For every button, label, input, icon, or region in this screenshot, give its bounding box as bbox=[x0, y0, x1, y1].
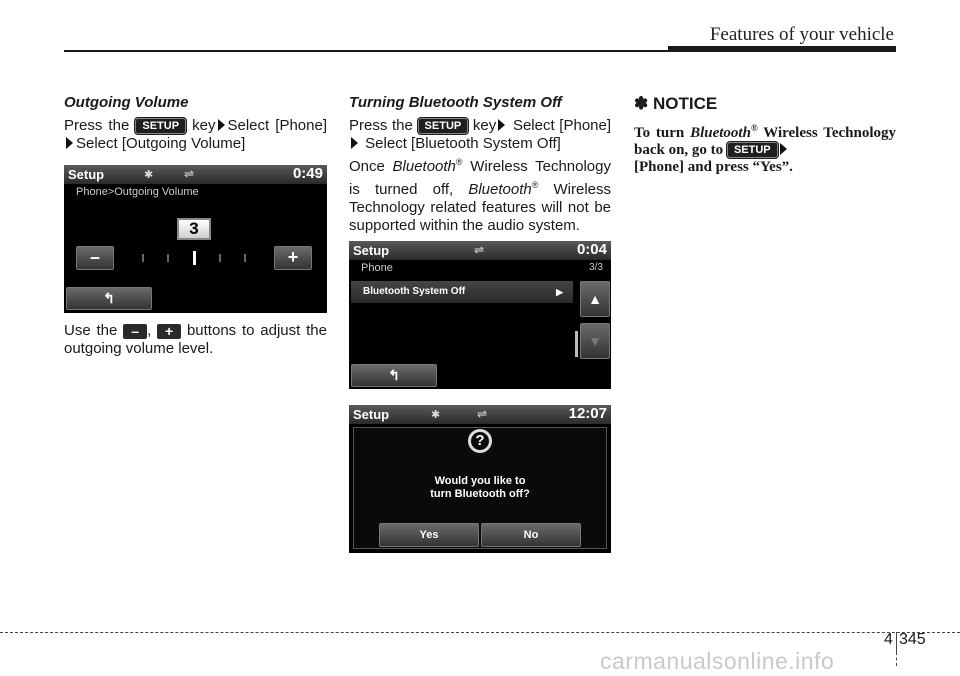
text: Select [Phone] bbox=[227, 117, 327, 134]
setup-key-icon: SETUP bbox=[135, 118, 186, 134]
back-arrow-icon: ↰ bbox=[103, 290, 115, 306]
yes-button[interactable]: Yes bbox=[379, 523, 479, 547]
screen-breadcrumb: Phone>Outgoing Volume bbox=[76, 186, 199, 198]
usb-icon: ⇌ bbox=[184, 167, 195, 181]
bluetooth-term: Bluetooth bbox=[468, 181, 532, 198]
text: Select [Phone] bbox=[508, 117, 612, 134]
text: Wireless Technology back on, go to bbox=[634, 125, 896, 158]
bluetooth-term: Bluetooth bbox=[392, 158, 456, 175]
paragraph-outgoing-instructions bbox=[64, 117, 327, 153]
text: To turn bbox=[634, 125, 691, 141]
text: , bbox=[147, 322, 158, 339]
paragraph-bluetooth-note bbox=[349, 153, 611, 235]
minus-key-icon: – bbox=[123, 324, 147, 339]
footer-dashed-rule bbox=[0, 632, 960, 633]
no-button[interactable]: No bbox=[481, 523, 581, 547]
screen-title: Setup bbox=[353, 243, 390, 258]
volume-minus-button[interactable]: – bbox=[76, 246, 114, 270]
arrow-right-icon bbox=[351, 137, 358, 149]
question-icon: ? bbox=[468, 429, 492, 453]
registered-mark: ® bbox=[750, 123, 758, 133]
header-rule bbox=[64, 50, 668, 52]
back-button[interactable] bbox=[351, 364, 437, 387]
page-number-divider bbox=[896, 632, 897, 652]
registered-mark: ® bbox=[455, 157, 463, 167]
text: Select [Outgoing Volume] bbox=[76, 135, 246, 152]
arrow-right-icon bbox=[66, 137, 73, 149]
screen-time: 12:07 bbox=[568, 405, 607, 422]
text: buttons to adjust the outgoing volume level. bbox=[64, 322, 327, 357]
setup-key-icon: SETUP bbox=[727, 142, 778, 158]
arrow-right-icon bbox=[218, 119, 225, 131]
screen-time: 0:04 bbox=[576, 241, 607, 258]
play-arrow-icon: ▶ bbox=[556, 287, 563, 297]
dialog-message-line2: turn Bluetooth off? bbox=[430, 488, 530, 500]
text: Press the bbox=[349, 117, 418, 134]
volume-tick bbox=[219, 254, 221, 262]
heading-outgoing-volume: Outgoing Volume bbox=[64, 94, 189, 111]
text: key bbox=[468, 117, 497, 134]
text: Select [Bluetooth System Off] bbox=[361, 135, 561, 152]
watermark: carmanualsonline.info bbox=[600, 648, 835, 674]
column-bluetooth-off bbox=[349, 94, 611, 553]
arrow-right-icon bbox=[498, 119, 505, 131]
screen-time: 0:49 bbox=[292, 165, 323, 182]
page-header-title: Features of your vehicle bbox=[709, 24, 894, 45]
text: Wireless Technology is turned off, bbox=[349, 158, 611, 198]
back-arrow-icon: ↰ bbox=[388, 367, 400, 383]
usb-icon: ⇌ bbox=[474, 243, 485, 257]
paragraph-adjust-volume bbox=[64, 322, 327, 358]
list-header: Phone bbox=[361, 262, 393, 274]
dialog-message-line1: Would you like to bbox=[434, 475, 526, 487]
text: Press the bbox=[64, 117, 136, 134]
paragraph-bluetooth-instructions bbox=[349, 117, 611, 153]
usb-icon: ⇌ bbox=[477, 407, 488, 421]
text: Wireless Technology related features will not be supported within the audio system. bbox=[349, 181, 611, 234]
heading-bluetooth-off: Turning Bluetooth System Off bbox=[349, 94, 562, 111]
list-item-label: Bluetooth System Off bbox=[363, 286, 466, 297]
text: Once bbox=[349, 158, 393, 175]
column-outgoing-volume bbox=[64, 94, 327, 358]
screen-title: Setup bbox=[353, 407, 390, 422]
notice-body bbox=[634, 120, 896, 176]
scroll-up-button[interactable]: ▲ bbox=[580, 281, 610, 317]
bluetooth-icon: ✱ bbox=[144, 169, 154, 181]
bluetooth-term: Bluetooth bbox=[690, 125, 751, 141]
screen-bluetooth-confirm bbox=[349, 405, 611, 553]
header-bar bbox=[668, 46, 896, 52]
screen-bluetooth-menu bbox=[349, 241, 611, 389]
back-button[interactable] bbox=[66, 287, 152, 310]
registered-mark: ® bbox=[531, 180, 539, 190]
scroll-down-button[interactable]: ▼ bbox=[580, 323, 610, 359]
list-item-bluetooth-system-off[interactable] bbox=[351, 281, 573, 303]
text: Use the bbox=[64, 322, 124, 339]
screen-title: Setup bbox=[68, 167, 105, 182]
volume-tick bbox=[167, 254, 169, 262]
text: key bbox=[186, 117, 216, 134]
volume-level-display: 3 bbox=[177, 218, 211, 240]
scrollbar[interactable] bbox=[575, 331, 578, 357]
page-number: 345 bbox=[899, 631, 926, 648]
screen-outgoing-volume bbox=[64, 165, 327, 313]
volume-tick bbox=[142, 254, 144, 262]
page-indicator: 3/3 bbox=[589, 262, 603, 273]
volume-tick-current bbox=[193, 251, 196, 265]
column-notice bbox=[634, 94, 896, 176]
text: [Phone] and press “Yes”. bbox=[634, 159, 793, 175]
setup-key-icon: SETUP bbox=[418, 118, 469, 134]
plus-key-icon: + bbox=[157, 324, 181, 339]
page-number-tick bbox=[896, 652, 897, 666]
bluetooth-icon: ✱ bbox=[431, 409, 441, 421]
volume-tick bbox=[244, 254, 246, 262]
chapter-number: 4 bbox=[884, 631, 893, 648]
arrow-right-icon bbox=[780, 143, 787, 155]
volume-plus-button[interactable]: + bbox=[274, 246, 312, 270]
notice-title: ✽ NOTICE bbox=[634, 94, 718, 113]
